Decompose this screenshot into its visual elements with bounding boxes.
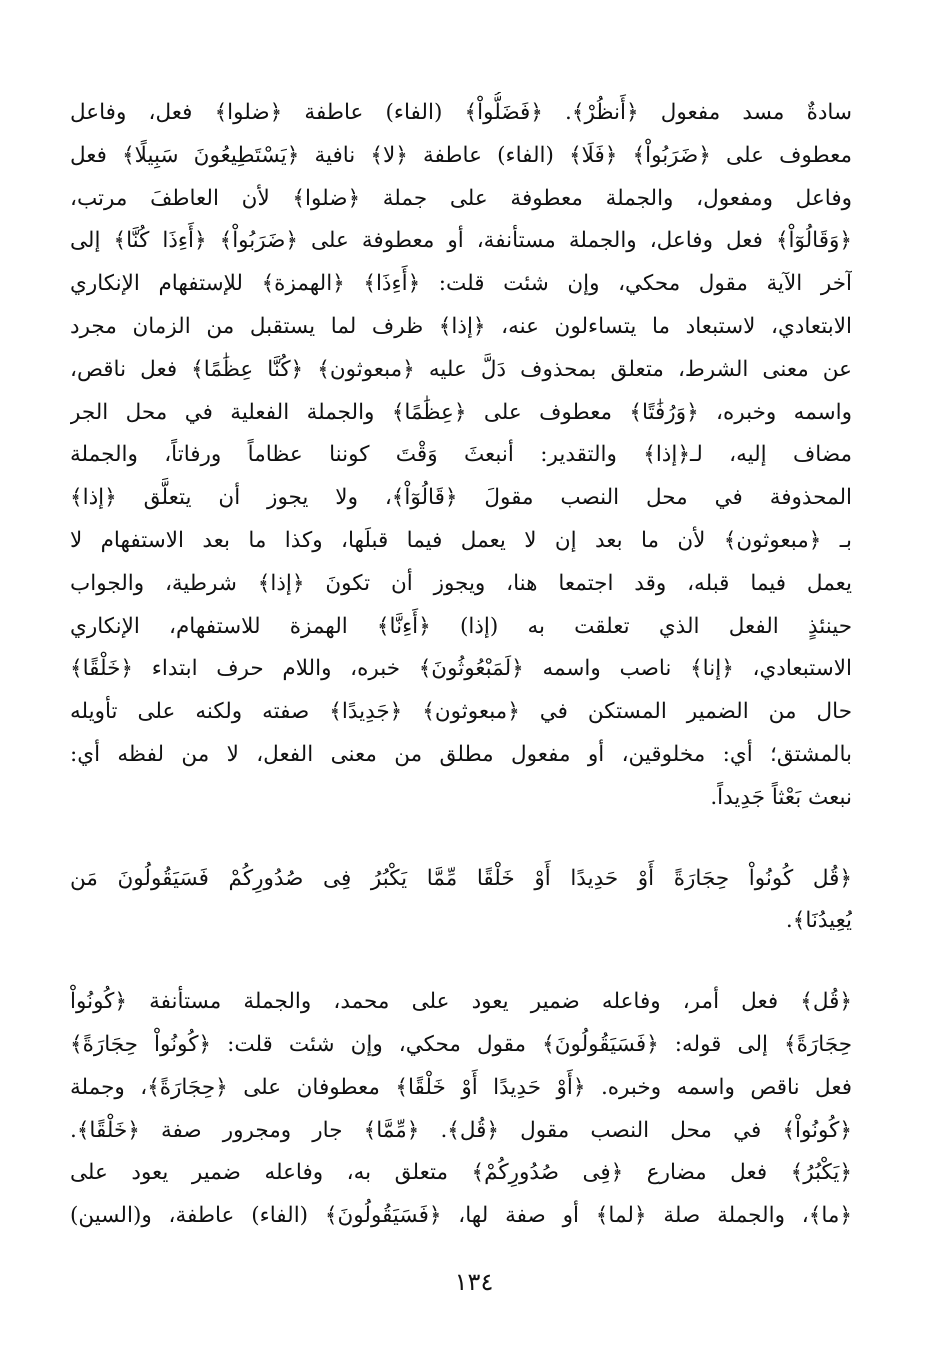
text-line: بالمشتق؛ أي: مخلوقين، أو مفعول مطلق من معنى الفعل، لا من لفظه أي: [70, 741, 852, 767]
text-line: فعل ناقص واسمه وخبره. ﴿أَوْ حَدِيدًا أَوْ خَلْقًا﴾ معطوفان على ﴿حِجَارَةً﴾، وجملة [70, 1074, 852, 1100]
text-line: بـ ﴿مبعوثون﴾ لأن ما بعد إن لا يعمل فيما قبلَها، وكذا ما بعد الاستفهام لا [70, 527, 852, 553]
text-line: الابتعادي، لاستبعاد ما يتساءلون عنه، ﴿إذا﴾ ظرف لما يستقبل من الزمان مجرد [70, 313, 852, 339]
text-line: ﴿كُونُواْ﴾ في محل النصب مقول ﴿قُل﴾. ﴿مِّمَّا﴾ جار ومجرور صفة ﴿خَلْقًا﴾. [70, 1117, 852, 1143]
text-line: حِجَارَةً﴾ إلى قوله: ﴿فَسَيَقُولُونَ﴾ مقول محكي، وإن شئت قلت: ﴿كُونُواْ حِجَارَةً﴾ [70, 1031, 852, 1057]
page-body [70, 92, 852, 1238]
text-line: عن معنى الشرط، متعلق بمحذوف دَلَّ عليه ﴿مبعوثون﴾ ﴿كُنَّا عِظَٰمًا﴾ فعل ناقص، [70, 356, 852, 382]
text-line: آخر الآية مقول محكي، وإن شئت قلت: ﴿أَءِذَا﴾ ﴿الهمزة﴾ للإستفهام الإنكاري [70, 271, 852, 297]
paragraph-1 [70, 92, 852, 820]
text-line: وفاعل ومفعول، والجملة معطوفة على جملة ﴿ضلوا﴾ لأن العاطفَ مرتب، [70, 185, 852, 211]
text-line: سادةٌ مسد مفعول ﴿أَنظُرْ﴾. ﴿فَضَلُّواْ﴾ (الفاء) عاطفة ﴿ضلوا﴾ فعل، وفاعل [70, 100, 852, 125]
text-line: ﴿قُل﴾ فعل أمر، وفاعله ضمير يعود على محمد، والجملة مستأنفة ﴿كُونُواْ [70, 989, 852, 1015]
text-line: ﴿وَقَالُوٓاْ﴾ فعل وفاعل، والجملة مستأنفة، أو معطوفة على ﴿ضَرَبُواْ﴾ ﴿أَءِذَا كُنَّا﴾ إلى [70, 228, 852, 254]
text-line: مضاف إليه، لـ﴿إذا﴾ والتقدير: أنبعثَ وَقْتَ كوننا عظاماً ورفاتاً، والجملة [70, 442, 852, 468]
page-number: ١٣٤ [454, 1268, 494, 1296]
text-line: المحذوفة في محل النصب مقولَ ﴿قَالُوٓاْ﴾، ولا يجوز أن يتعلَّق ﴿إذا﴾ [70, 485, 852, 511]
text-line: حال من الضمير المستكن في ﴿مبعوثون﴾ ﴿جَدِيدًا﴾ صفته ولكنه على تأويله [70, 699, 852, 725]
text-line: ﴿ما﴾، والجملة صلة ﴿لما﴾ أو صفة لها، ﴿فَسَيَقُولُونَ﴾ (الفاء) عاطفة، و(السين) [70, 1203, 852, 1229]
text-line: واسمه وخبره، ﴿وَرُفَٰتًا﴾ معطوف على ﴿عِظَٰمًا﴾ والجملة الفعلية في محل الجر [70, 399, 852, 425]
text-line: يعمل فيما قبله، وقد اجتمعا هنا، ويجوز أن تكونَ ﴿إذا﴾ شرطية، والجواب [70, 570, 852, 596]
text-line: الاستبعادي، ﴿إنا﴾ ناصب واسمه ﴿لَمَبْعُوثُونَ﴾ خبره، واللام حرف ابتداء ﴿خَلْقًا﴾ [70, 656, 852, 682]
paragraph-2 [70, 981, 852, 1238]
text-line: حينئذٍ الفعل الذي تعلقت به (إذا) ﴿أَءِنَّا﴾ الهمزة للاستفهام، الإنكاري [70, 613, 852, 639]
text-line: ﴿يَكْبُرُ﴾ فعل مضارع ﴿فِى صُدُورِكُمْ﴾ متعلق به، وفاعله ضمير يعود على [70, 1160, 852, 1186]
text-line: معطوف على ﴿ضَرَبُواْ﴾ ﴿فَلَا﴾ (الفاء) عاطفة ﴿لا﴾ نافية ﴿يَسْتَطِيعُونَ سَبِيلًا﴾ فعل [70, 142, 852, 168]
text-line: نبعث بَعْثاً جَدِيداً. [710, 784, 852, 810]
verse-line: ﴿قُل كُونُواْ حِجَارَةً أَوْ حَدِيدًا أَوْ خَلْقًا مِّمَّا يَكْبُرُ فِى صُدُورِكُمْ فَسَيَقُولُونَ مَن [70, 865, 852, 891]
verse-line: يُعِيدُنَا﴾. [785, 908, 852, 934]
quran-verse [70, 858, 852, 944]
